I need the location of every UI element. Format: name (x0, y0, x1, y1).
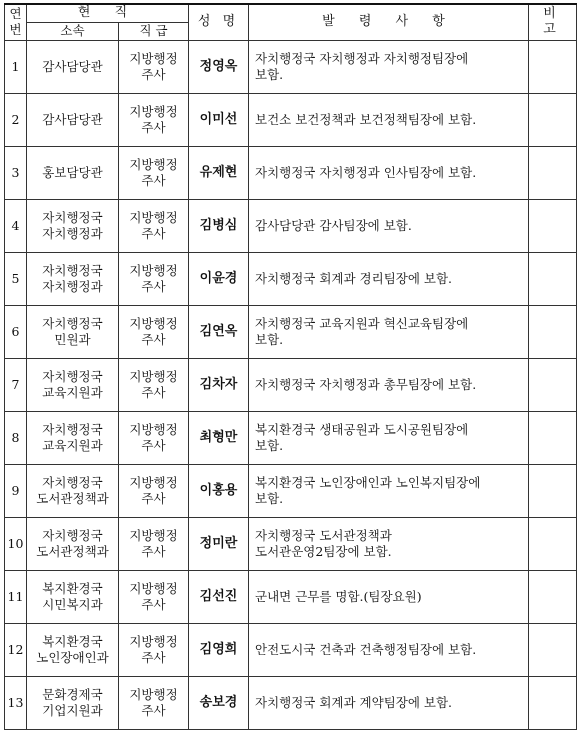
dept-line: 기업지원과 (42, 702, 103, 718)
name-cell: 정미란 (189, 517, 249, 570)
dept-line: 자치행정국 (42, 474, 103, 490)
row-number: 9 (5, 464, 27, 517)
rank-line: 주사 (141, 437, 166, 453)
name-cell: 이윤경 (189, 252, 249, 305)
row-number: 8 (5, 411, 27, 464)
detail-cell (249, 411, 529, 464)
row-number: 1 (5, 40, 27, 93)
table-row (5, 146, 577, 199)
detail-cell (249, 40, 529, 93)
table-row (5, 305, 577, 358)
rank-cell (119, 623, 189, 676)
rank-line: 지방행정 (129, 527, 178, 543)
dept-cell (27, 570, 119, 623)
note-cell (529, 93, 577, 146)
row-number: 5 (5, 252, 27, 305)
dept-line: 자치행정과 (42, 225, 103, 241)
rank-cell (119, 464, 189, 517)
dept-cell (27, 40, 119, 93)
dept-line: 민원과 (54, 331, 91, 347)
row-number: 6 (5, 305, 27, 358)
table-row (5, 411, 577, 464)
name-cell: 김연옥 (189, 305, 249, 358)
rank-line: 지방행정 (129, 315, 178, 331)
table-row (5, 252, 577, 305)
rank-line: 지방행정 (129, 421, 178, 437)
detail-cell (249, 358, 529, 411)
name-cell: 김차자 (189, 358, 249, 411)
row-number: 13 (5, 676, 27, 729)
dept-line: 문화경제국 (42, 686, 103, 702)
detail-line: 군내면 근무를 명함.(팀장요원) (255, 588, 422, 604)
dept-cell (27, 623, 119, 676)
dept-cell (27, 676, 119, 729)
note-cell (529, 146, 577, 199)
rank-line: 지방행정 (129, 368, 178, 384)
dept-cell (27, 411, 119, 464)
detail-line: 보함. (255, 66, 284, 82)
dept-line: 복지환경국 (42, 580, 103, 596)
rank-line: 지방행정 (129, 474, 178, 490)
table-row (5, 199, 577, 252)
rank-line: 지방행정 (129, 633, 178, 649)
rank-line: 지방행정 (129, 686, 178, 702)
name-cell: 유제현 (189, 146, 249, 199)
rank-cell (119, 411, 189, 464)
dept-cell (27, 305, 119, 358)
note-cell (529, 358, 577, 411)
rank-line: 주사 (141, 702, 166, 718)
dept-line: 시민복지과 (42, 596, 103, 612)
rank-cell (119, 252, 189, 305)
rank-cell (119, 93, 189, 146)
dept-line: 감사담당관 (42, 58, 103, 74)
header-dept: 소속 (27, 22, 119, 40)
header-no-line2: 번 (9, 22, 22, 38)
rank-line: 지방행정 (129, 580, 178, 596)
rank-line: 주사 (141, 543, 166, 559)
dept-cell (27, 93, 119, 146)
table-body (5, 40, 577, 729)
name-cell: 정영옥 (189, 40, 249, 93)
rank-cell (119, 199, 189, 252)
dept-line: 복지환경국 (42, 633, 103, 649)
table-row (5, 40, 577, 93)
dept-cell (27, 358, 119, 411)
name-cell: 최형만 (189, 411, 249, 464)
rank-line: 주사 (141, 649, 166, 665)
table-row (5, 517, 577, 570)
detail-line: 복지환경국 생태공원과 도시공원팀장에 (255, 421, 469, 437)
detail-line: 복지환경국 노인장애인과 노인복지팀장에 (255, 474, 481, 490)
dept-line: 노인장애인과 (36, 649, 109, 665)
row-number: 2 (5, 93, 27, 146)
rank-cell (119, 305, 189, 358)
detail-line: 자치행정국 회계과 계약팀장에 보함. (255, 694, 453, 710)
dept-cell (27, 252, 119, 305)
row-number: 11 (5, 570, 27, 623)
detail-line: 자치행정국 자치행정과 자치행정팀장에 (255, 50, 469, 66)
detail-cell (249, 146, 529, 199)
rank-line: 주사 (141, 278, 166, 294)
header-rank: 직 급 (119, 22, 189, 40)
dept-cell (27, 146, 119, 199)
dept-line: 도서관정책과 (36, 543, 109, 559)
dept-cell (27, 517, 119, 570)
rank-line: 주사 (141, 119, 166, 135)
detail-line: 보함. (255, 490, 284, 506)
detail-cell (249, 623, 529, 676)
note-cell (529, 199, 577, 252)
rank-line: 주사 (141, 596, 166, 612)
note-cell (529, 40, 577, 93)
note-cell (529, 411, 577, 464)
rank-line: 지방행정 (129, 209, 178, 225)
note-cell (529, 464, 577, 517)
header-note: 비 고 (529, 4, 577, 40)
detail-cell (249, 676, 529, 729)
row-number: 10 (5, 517, 27, 570)
table-row (5, 93, 577, 146)
dept-line: 자치행정국 (42, 315, 103, 331)
note-cell (529, 517, 577, 570)
rank-cell (119, 517, 189, 570)
rank-cell (119, 358, 189, 411)
rank-line: 지방행정 (129, 156, 178, 172)
detail-line: 자치행정국 회계과 경리팀장에 보함. (255, 270, 453, 286)
name-cell: 이미선 (189, 93, 249, 146)
dept-line: 감사담당관 (42, 111, 103, 127)
header-no-line1: 연 (9, 6, 22, 22)
dept-line: 도서관정책과 (36, 490, 109, 506)
rank-line: 주사 (141, 331, 166, 347)
rank-cell (119, 570, 189, 623)
rank-line: 주사 (141, 66, 166, 82)
rank-line: 주사 (141, 490, 166, 506)
detail-cell (249, 199, 529, 252)
table-row (5, 570, 577, 623)
detail-cell (249, 252, 529, 305)
header-detail: 발 령 사 항 (249, 4, 529, 40)
dept-line: 홍보담당관 (42, 164, 103, 180)
note-cell (529, 676, 577, 729)
row-number: 12 (5, 623, 27, 676)
dept-line: 자치행정국 (42, 421, 103, 437)
name-cell: 송보경 (189, 676, 249, 729)
detail-line: 자치행정국 자치행정과 총무팀장에 보함. (255, 376, 477, 392)
note-cell (529, 623, 577, 676)
name-cell: 김병심 (189, 199, 249, 252)
note-cell (529, 305, 577, 358)
row-number: 4 (5, 199, 27, 252)
detail-line: 도서관운영2팀장에 보함. (255, 543, 392, 559)
appointment-table (4, 3, 577, 730)
name-cell: 이홍용 (189, 464, 249, 517)
detail-line: 보함. (255, 331, 284, 347)
rank-line: 주사 (141, 225, 166, 241)
table-row (5, 676, 577, 729)
rank-line: 지방행정 (129, 262, 178, 278)
rank-line: 지방행정 (129, 103, 178, 119)
dept-line: 교육지원과 (42, 437, 103, 453)
rank-cell (119, 676, 189, 729)
row-number: 7 (5, 358, 27, 411)
table-row (5, 358, 577, 411)
rank-cell (119, 146, 189, 199)
dept-line: 자치행정국 (42, 527, 103, 543)
rank-line: 지방행정 (129, 50, 178, 66)
dept-line: 자치행정국 (42, 368, 103, 384)
rank-cell (119, 40, 189, 93)
rank-line: 주사 (141, 384, 166, 400)
detail-cell (249, 570, 529, 623)
note-cell (529, 252, 577, 305)
detail-line: 자치행정국 자치행정과 인사팀장에 보함. (255, 164, 477, 180)
header-name: 성 명 (189, 4, 249, 40)
detail-line: 감사담당관 감사팀장에 보함. (255, 217, 412, 233)
detail-line: 보함. (255, 437, 284, 453)
detail-cell (249, 93, 529, 146)
detail-line: 자치행정국 교육지원과 혁신교육팀장에 (255, 315, 469, 331)
detail-line: 안전도시국 건축과 건축행정팀장에 보함. (255, 641, 477, 657)
dept-line: 교육지원과 (42, 384, 103, 400)
dept-cell (27, 199, 119, 252)
dept-line: 자치행정과 (42, 278, 103, 294)
row-number: 3 (5, 146, 27, 199)
detail-line: 자치행정국 도서관정책과 (255, 527, 392, 543)
header-current: 현 직 (27, 4, 189, 22)
name-cell: 김영희 (189, 623, 249, 676)
detail-line: 보건소 보건정책과 보건정책팀장에 보함. (255, 111, 477, 127)
table-row (5, 464, 577, 517)
detail-cell (249, 464, 529, 517)
name-cell: 김선진 (189, 570, 249, 623)
detail-cell (249, 517, 529, 570)
rank-line: 주사 (141, 172, 166, 188)
note-cell (529, 570, 577, 623)
table-row (5, 623, 577, 676)
dept-cell (27, 464, 119, 517)
detail-cell (249, 305, 529, 358)
header-no (5, 4, 27, 40)
dept-line: 자치행정국 (42, 209, 103, 225)
dept-line: 자치행정국 (42, 262, 103, 278)
